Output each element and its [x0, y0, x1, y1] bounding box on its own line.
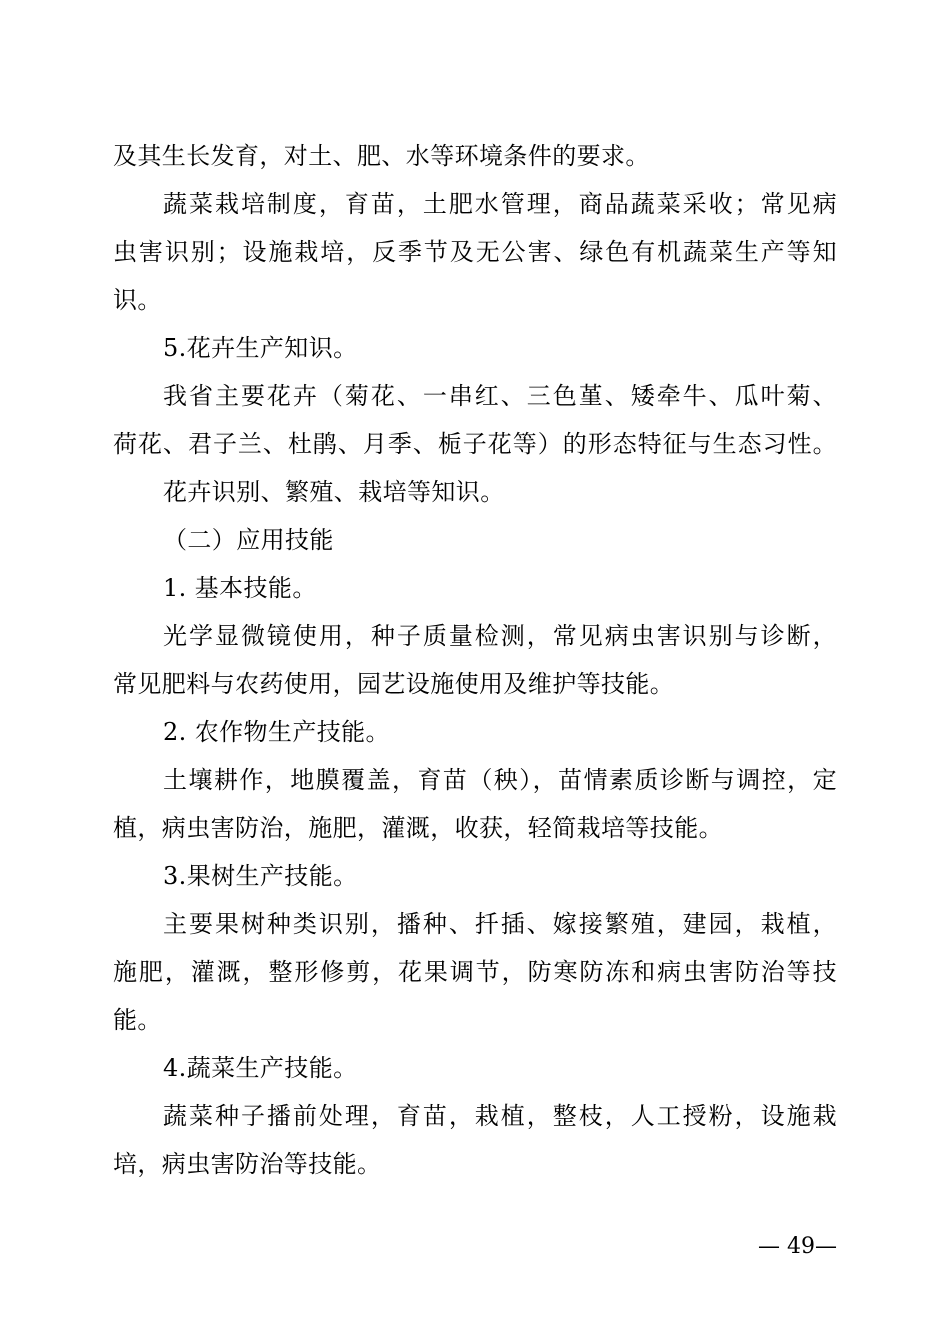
section-heading: 2. 农作物生产技能。	[163, 718, 390, 746]
text-line: 荷花、君子兰、杜鹃、月季、栀子花等）的形态特征与生态习性。	[113, 430, 837, 458]
text-line: 及其生长发育，对土、肥、水等环境条件的要求。	[113, 142, 650, 170]
section-heading: 1. 基本技能。	[163, 574, 317, 602]
text-line: 施肥，灌溉，整形修剪，花果调节，防寒防冻和病虫害防治等技	[113, 958, 837, 986]
section-heading: 3.果树生产技能。	[163, 862, 358, 890]
text-line: 我省主要花卉（菊花、一串红、三色堇、矮牵牛、瓜叶菊、	[163, 382, 837, 410]
text-line: 植，病虫害防治，施肥，灌溉，收获，轻简栽培等技能。	[113, 814, 723, 842]
document-body	[113, 132, 837, 1188]
text-line: 常见肥料与农药使用，园艺设施使用及维护等技能。	[113, 670, 675, 698]
section-heading: （二）应用技能	[163, 526, 334, 554]
section-heading: 4.蔬菜生产技能。	[163, 1054, 358, 1082]
text-line: 光学显微镜使用，种子质量检测，常见病虫害识别与诊断，	[163, 622, 837, 650]
text-line: 培，病虫害防治等技能。	[113, 1150, 382, 1178]
text-line: 主要果树种类识别，播种、扦插、嫁接繁殖，建园，栽植，	[163, 910, 837, 938]
text-line: 虫害识别；设施栽培，反季节及无公害、绿色有机蔬菜生产等知	[113, 238, 837, 266]
text-line: 蔬菜栽培制度，育苗，土肥水管理，商品蔬菜采收；常见病	[163, 190, 837, 218]
text-line: 能。	[113, 1006, 162, 1034]
page-number: — 49—	[758, 1234, 837, 1259]
text-line: 土壤耕作，地膜覆盖，育苗（秧），苗情素质诊断与调控，定	[163, 766, 837, 794]
text-line: 花卉识别、繁殖、栽培等知识。	[163, 478, 505, 506]
text-line: 识。	[113, 286, 162, 314]
section-heading: 5.花卉生产知识。	[163, 334, 358, 362]
text-line: 蔬菜种子播前处理，育苗，栽植，整枝，人工授粉，设施栽	[163, 1102, 837, 1130]
